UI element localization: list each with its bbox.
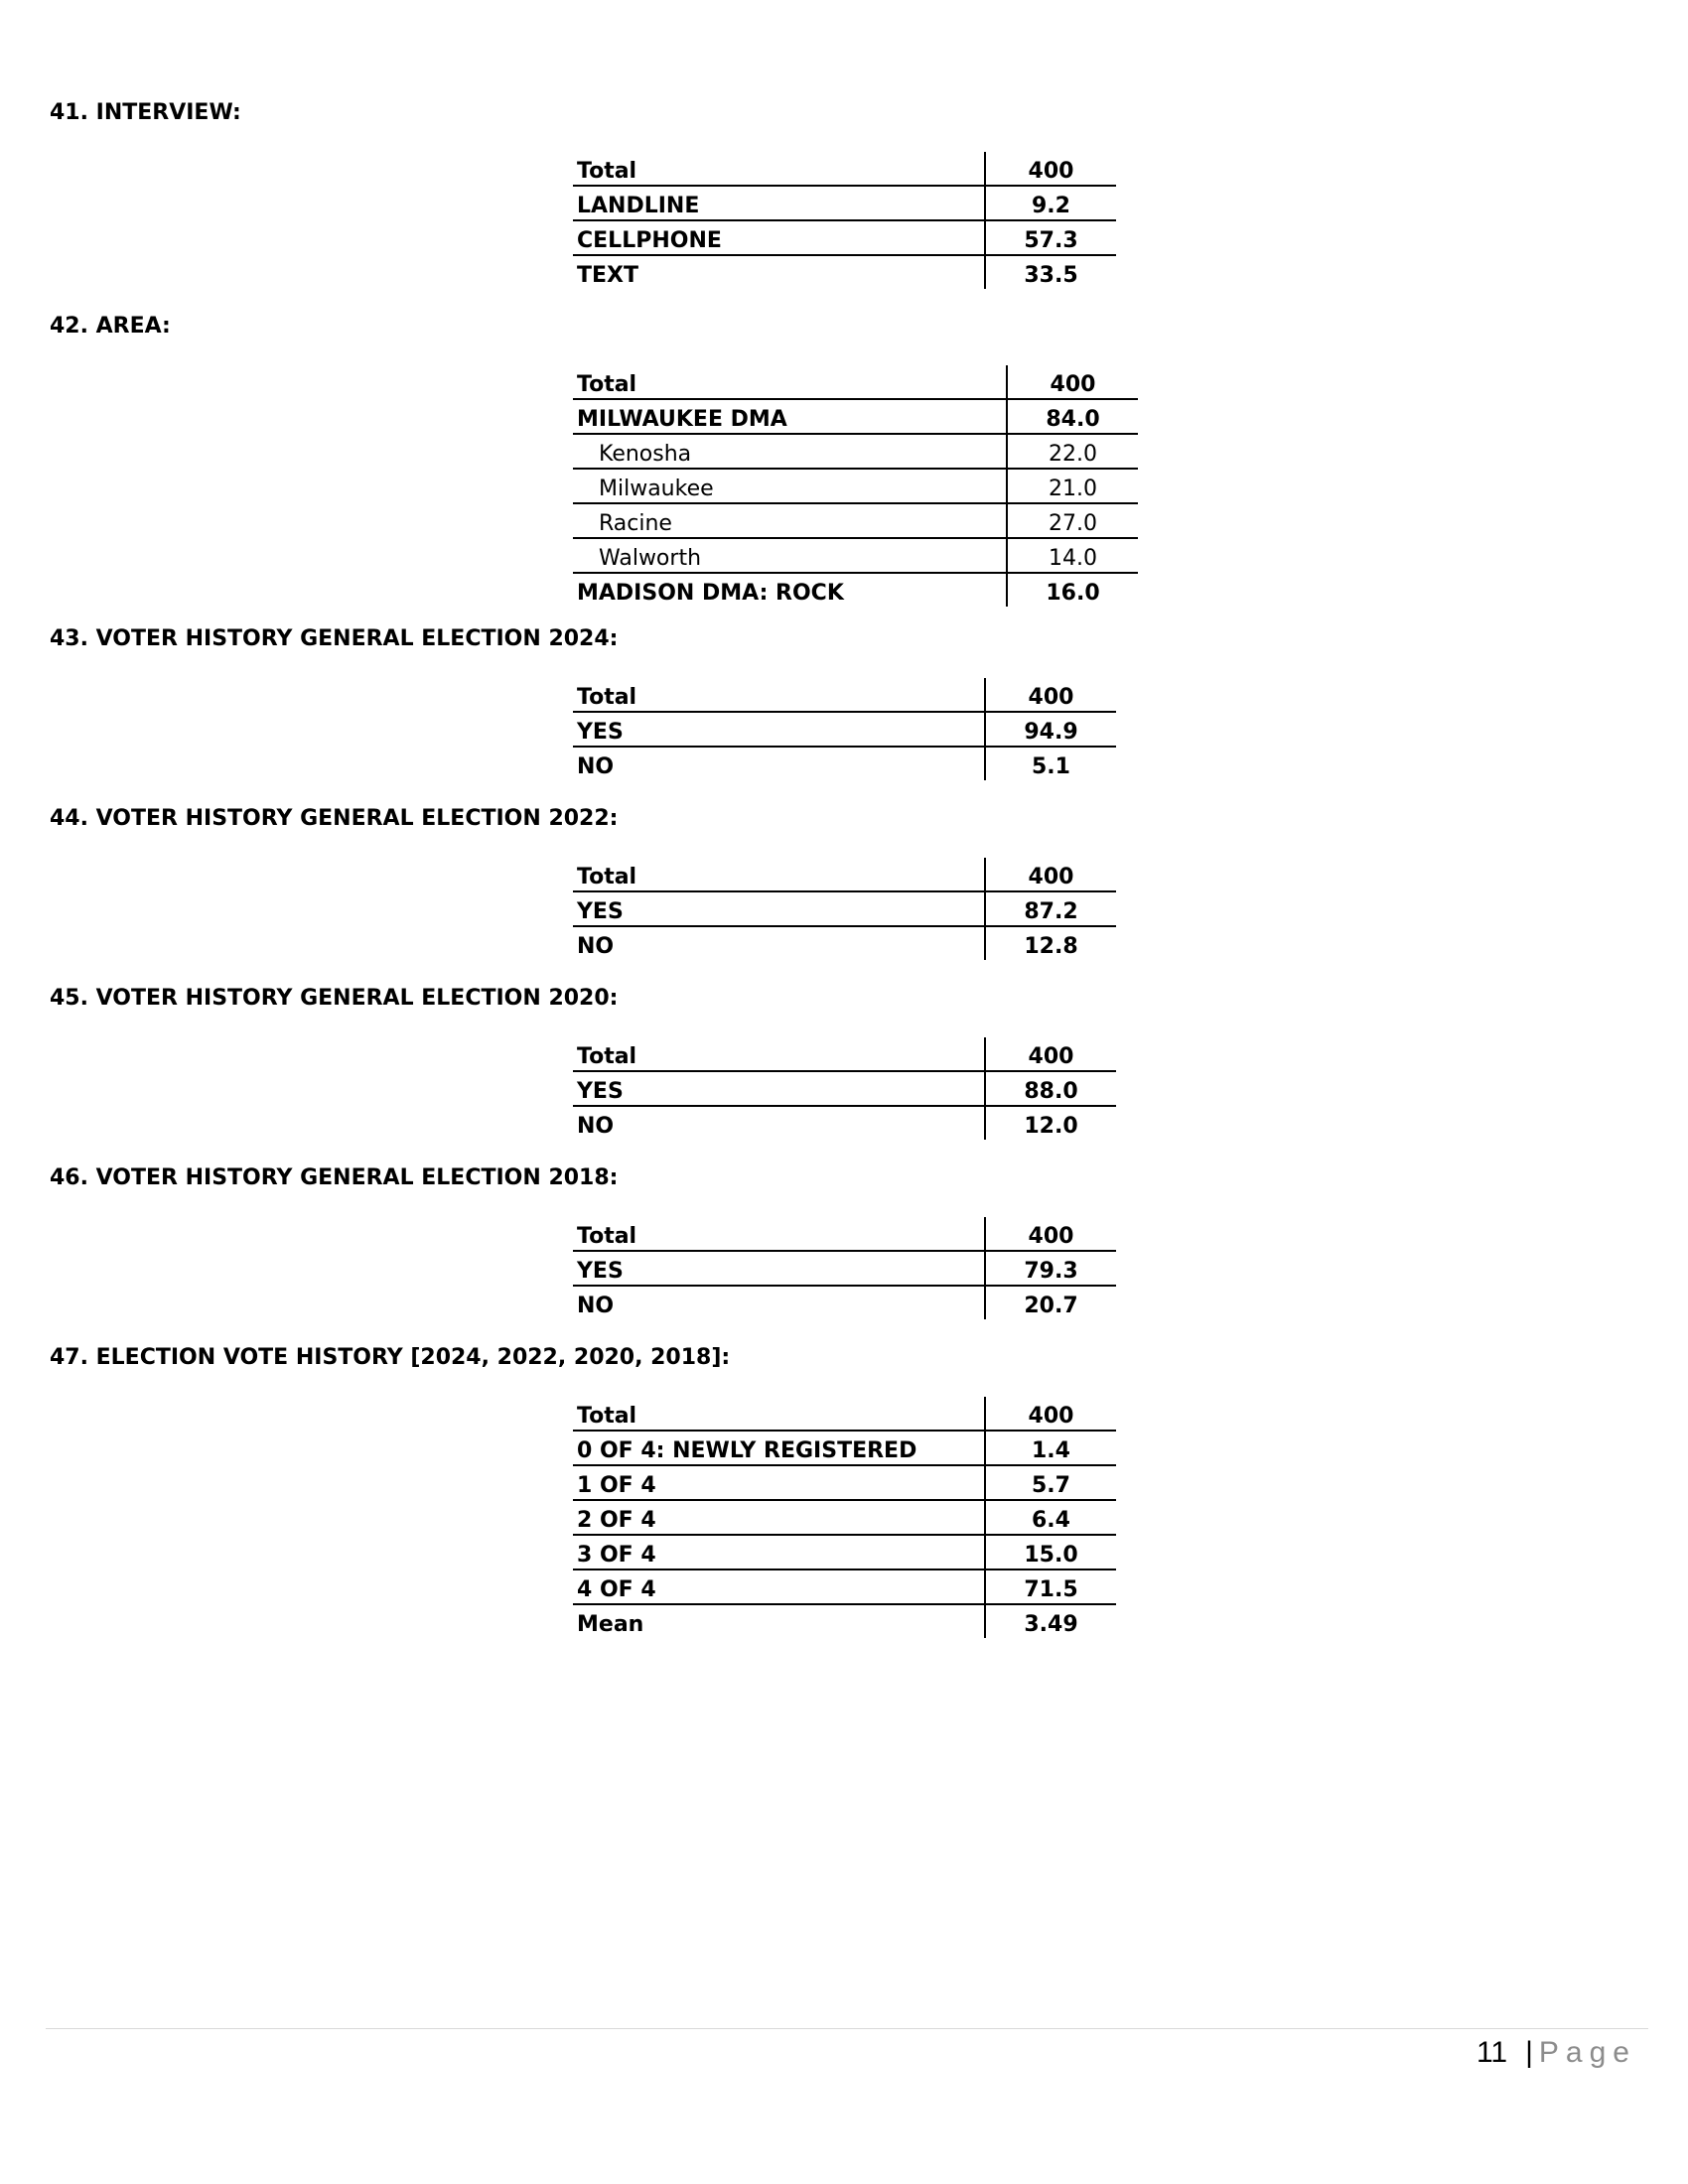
question-42-title: 42. AREA: (50, 314, 171, 339)
table-row (573, 1431, 1116, 1465)
table-row (573, 1535, 1116, 1570)
row-label: NO (573, 926, 985, 960)
table-row (573, 926, 1116, 960)
table-row (573, 152, 1116, 186)
row-value: 21.0 (1007, 469, 1138, 503)
row-value: 3.49 (985, 1604, 1116, 1638)
row-value: 22.0 (1007, 434, 1138, 469)
table-row (573, 891, 1116, 926)
question-46-table (573, 1217, 1116, 1319)
row-value: 20.7 (985, 1286, 1116, 1319)
row-label: Total (577, 865, 637, 889)
row-label: TEXT (573, 255, 985, 289)
row-label: Milwaukee (573, 469, 1007, 503)
row-value: 400 (985, 1397, 1116, 1431)
table-row (573, 1106, 1116, 1140)
row-label: 3 OF 4 (573, 1535, 985, 1570)
table-row (573, 1465, 1116, 1500)
row-label: CELLPHONE (573, 220, 985, 255)
row-label: YES (573, 1251, 985, 1286)
row-value: 5.1 (985, 747, 1116, 780)
row-value: 1.4 (985, 1431, 1116, 1465)
row-label: Kenosha (573, 434, 1007, 469)
row-label: Total (577, 159, 637, 184)
row-label: 1 OF 4 (573, 1465, 985, 1500)
row-value: 87.2 (985, 891, 1116, 926)
question-47-title: 47. ELECTION VOTE HISTORY [2024, 2022, 2020, 2018]: (50, 1345, 731, 1370)
row-value: 84.0 (1007, 399, 1138, 434)
question-43-title: 43. VOTER HISTORY GENERAL ELECTION 2024: (50, 626, 619, 651)
table-row (573, 365, 1138, 399)
row-value: 5.7 (985, 1465, 1116, 1500)
table-row (573, 434, 1138, 469)
page-footer (1477, 2033, 1636, 2073)
question-47-table (573, 1397, 1116, 1638)
table-row (573, 1397, 1116, 1431)
row-value: 6.4 (985, 1500, 1116, 1535)
table-row (573, 1570, 1116, 1604)
table-row (573, 712, 1116, 747)
question-45-table (573, 1037, 1116, 1140)
table-row (573, 1500, 1116, 1535)
row-label: NO (573, 1286, 985, 1319)
question-42-table (573, 365, 1138, 607)
page-word: Page (1538, 2036, 1636, 2069)
row-value: 400 (985, 678, 1116, 712)
row-label: YES (573, 891, 985, 926)
row-label: 2 OF 4 (573, 1500, 985, 1535)
row-label: 4 OF 4 (573, 1570, 985, 1604)
question-44-title: 44. VOTER HISTORY GENERAL ELECTION 2022: (50, 806, 619, 831)
table-row (573, 469, 1138, 503)
row-value: 15.0 (985, 1535, 1116, 1570)
question-43-table (573, 678, 1116, 780)
question-46-title: 46. VOTER HISTORY GENERAL ELECTION 2018: (50, 1165, 619, 1190)
question-41-table (573, 152, 1116, 289)
page-number: 11 (1476, 2036, 1508, 2069)
row-value: 79.3 (985, 1251, 1116, 1286)
row-label: Total (577, 1044, 637, 1069)
table-row (573, 1037, 1116, 1071)
row-label: Mean (573, 1604, 985, 1638)
footer-divider (46, 2028, 1648, 2029)
row-value: 400 (985, 152, 1116, 186)
row-label: Total (577, 685, 637, 710)
table-row (573, 678, 1116, 712)
row-label: MILWAUKEE DMA (573, 399, 1007, 434)
row-value: 88.0 (985, 1071, 1116, 1106)
row-value: 400 (985, 1217, 1116, 1251)
row-value: 12.0 (985, 1106, 1116, 1140)
row-label: Total (577, 1404, 637, 1429)
row-value: 400 (985, 858, 1116, 891)
row-label: YES (573, 1071, 985, 1106)
table-row (573, 399, 1138, 434)
row-label: NO (573, 747, 985, 780)
table-row (573, 220, 1116, 255)
table-row (573, 573, 1138, 607)
row-value: 71.5 (985, 1570, 1116, 1604)
row-value: 27.0 (1007, 503, 1138, 538)
table-row (573, 1217, 1116, 1251)
row-value: 12.8 (985, 926, 1116, 960)
row-label: LANDLINE (573, 186, 985, 220)
table-row (573, 1604, 1116, 1638)
row-label: Total (577, 372, 637, 397)
row-value: 94.9 (985, 712, 1116, 747)
table-row (573, 1286, 1116, 1319)
table-row (573, 503, 1138, 538)
row-value: 57.3 (985, 220, 1116, 255)
question-41-title: 41. INTERVIEW: (50, 100, 241, 125)
row-label: Total (577, 1224, 637, 1249)
table-row (573, 1071, 1116, 1106)
row-label: Walworth (573, 538, 1007, 573)
row-value: 16.0 (1007, 573, 1138, 607)
table-row (573, 186, 1116, 220)
table-row (573, 747, 1116, 780)
table-row (573, 538, 1138, 573)
row-value: 9.2 (985, 186, 1116, 220)
question-44-table (573, 858, 1116, 960)
table-row (573, 858, 1116, 891)
table-row (573, 1251, 1116, 1286)
row-label: NO (573, 1106, 985, 1140)
row-label: MADISON DMA: ROCK (573, 573, 1007, 607)
footer-separator: | (1525, 2036, 1533, 2069)
row-label: Racine (573, 503, 1007, 538)
row-label: 0 OF 4: NEWLY REGISTERED (573, 1431, 985, 1465)
row-value: 33.5 (985, 255, 1116, 289)
table-row (573, 255, 1116, 289)
row-label: YES (573, 712, 985, 747)
question-45-title: 45. VOTER HISTORY GENERAL ELECTION 2020: (50, 986, 619, 1011)
row-value: 14.0 (1007, 538, 1138, 573)
row-value: 400 (985, 1037, 1116, 1071)
row-value: 400 (1007, 365, 1138, 399)
